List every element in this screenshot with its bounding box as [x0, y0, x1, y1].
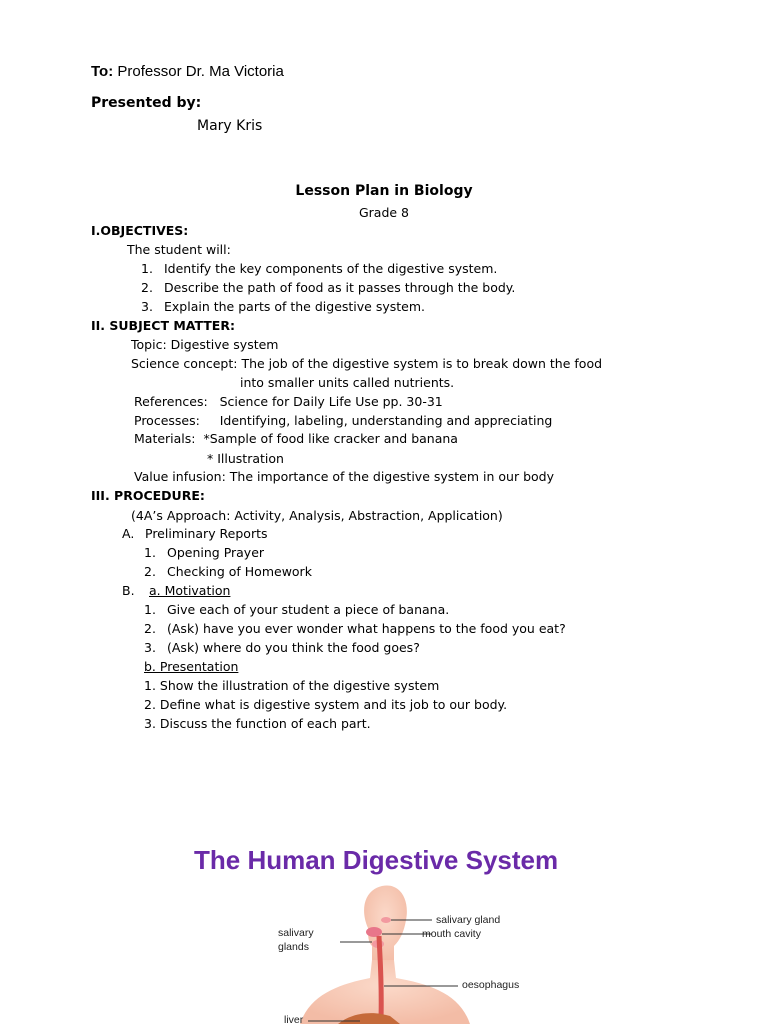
- mouth-cavity-shape: [366, 927, 382, 937]
- materials-line-2: * Illustration: [207, 451, 284, 466]
- objectives-heading: I.OBJECTIVES:: [91, 223, 189, 238]
- section-b-letter: B.: [122, 583, 135, 598]
- section-a: [122, 526, 268, 541]
- topic-line: Topic: Digestive system: [131, 337, 279, 352]
- objective-text: Describe the path of food as it passes through the body.: [164, 280, 516, 295]
- to-label: To:: [91, 63, 114, 80]
- presenter-name: Mary Kris: [197, 118, 263, 134]
- page-title: Lesson Plan in Biology: [295, 183, 473, 199]
- approach-line: (4A’s Approach: Activity, Analysis, Abstraction, Application): [131, 508, 503, 523]
- objective-num: 2.: [141, 280, 153, 295]
- label-oesophagus: oesophagus: [462, 979, 520, 991]
- item-text: Checking of Homework: [167, 564, 312, 579]
- objective-item: [141, 261, 497, 276]
- objective-item: [141, 299, 425, 314]
- section-a-letter: A.: [122, 526, 135, 541]
- head-shape: [364, 885, 407, 964]
- label-liver: liver: [284, 1014, 304, 1026]
- objectives-intro: The student will:: [127, 242, 231, 257]
- objective-num: 1.: [141, 261, 153, 276]
- item-text: (Ask) where do you think the food goes?: [167, 640, 420, 655]
- label-salivary-glands: salivary: [278, 927, 314, 939]
- presentation-item: 3. Discuss the function of each part.: [144, 716, 371, 731]
- references-line: References: Science for Daily Life Use pp. 30-31: [134, 394, 443, 409]
- item-text: Give each of your student a piece of banana.: [167, 602, 450, 617]
- presentation-item: 1. Show the illustration of the digestive system: [144, 678, 440, 693]
- item-num: 2.: [144, 564, 156, 579]
- motivation-heading: a. Motivation: [149, 583, 231, 598]
- objective-num: 3.: [141, 299, 153, 314]
- objective-text: Identify the key components of the digestive system.: [164, 261, 498, 276]
- presentation-heading-text: b. Presentation: [144, 659, 239, 674]
- oesophagus-shape: [379, 936, 381, 1020]
- label-mouth-cavity: mouth cavity: [422, 928, 481, 940]
- item-text: (Ask) have you ever wonder what happens to the food you eat?: [167, 621, 566, 636]
- grade-label: Grade 8: [358, 205, 410, 220]
- presentation-heading: [144, 659, 238, 674]
- concept-line: Science concept: The job of the digestive system is to break down the food: [131, 356, 603, 371]
- subject-matter-heading: II. SUBJECT MATTER:: [91, 318, 235, 333]
- section-b: [122, 583, 230, 598]
- torso-shape: [300, 960, 470, 1024]
- item-num: 2.: [144, 621, 156, 636]
- item-num: 1.: [144, 545, 156, 560]
- objective-text: Explain the parts of the digestive system.: [164, 299, 425, 314]
- label-salivary-glands-2: glands: [278, 941, 309, 953]
- value-infusion-line: Value infusion: The importance of the digestive system in our body: [134, 469, 554, 484]
- list-item: [144, 602, 449, 617]
- presentation-item: 2. Define what is digestive system and its job to our body.: [144, 697, 508, 712]
- item-num: 1.: [144, 602, 156, 617]
- presented-by-label: Presented by:: [91, 95, 202, 111]
- figure-title: The Human Digestive System: [194, 845, 559, 875]
- objective-item: [141, 280, 515, 295]
- item-text: Opening Prayer: [167, 545, 265, 560]
- list-item: [144, 564, 312, 579]
- salivary-gland-shape: [381, 917, 391, 923]
- item-num: 3.: [144, 640, 156, 655]
- list-item: [144, 545, 264, 560]
- materials-line: Materials: *Sample of food like cracker and banana: [134, 431, 458, 446]
- concept-line-2: into smaller units called nutrients.: [240, 375, 455, 390]
- processes-line: Processes: Identifying, labeling, understanding and appreciating: [134, 413, 553, 428]
- procedure-heading: III. PROCEDURE:: [91, 488, 205, 503]
- to-value: Professor Dr. Ma Victoria: [117, 63, 284, 80]
- label-salivary-gland: salivary gland: [436, 914, 501, 926]
- list-item: [144, 640, 420, 655]
- to-line: [91, 63, 284, 80]
- section-a-title: Preliminary Reports: [145, 526, 268, 541]
- list-item: [144, 621, 566, 636]
